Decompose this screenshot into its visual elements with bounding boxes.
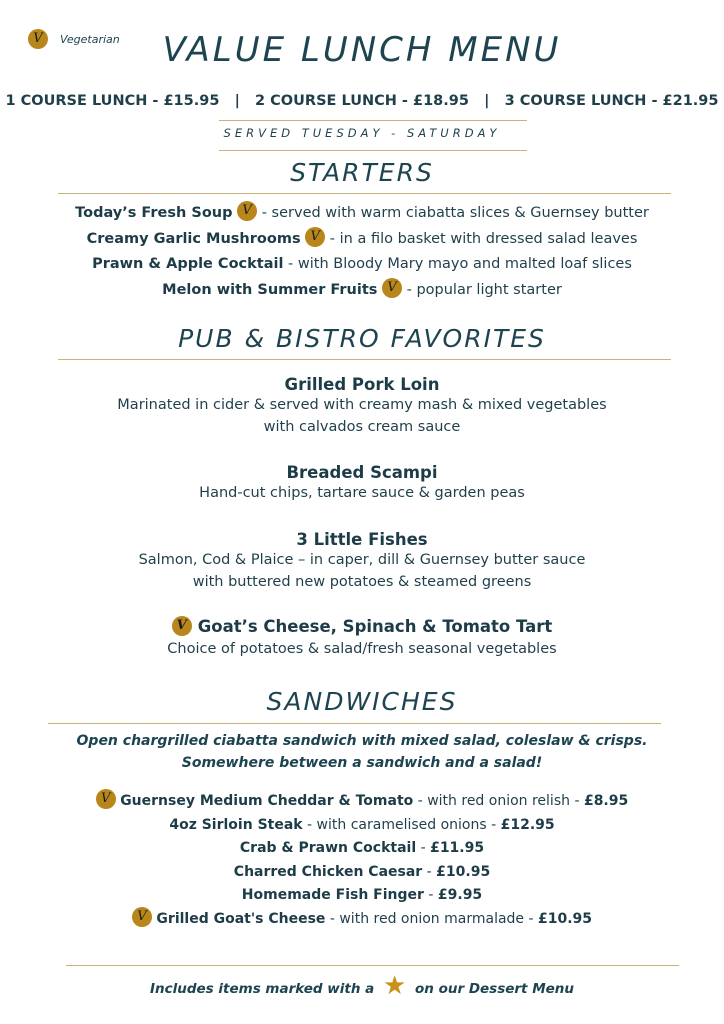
- served-days: SERVED TUESDAY - SATURDAY: [223, 126, 501, 140]
- dish-desc-line: with buttered new potatoes & steamed greens: [192, 574, 532, 590]
- intro-line: Somewhere between a sandwich and a salad!: [181, 755, 543, 771]
- sandwich-price: £8.95: [583, 793, 629, 809]
- section-title-sandwiches: SANDWICHES: [266, 687, 458, 716]
- starter-desc: - in a filo basket with dressed salad leaves: [329, 230, 638, 247]
- starter-name: Today’s Fresh Soup: [75, 205, 233, 221]
- dish-desc-line: Marinated in cider & served with creamy mash & mixed vegetables: [117, 397, 607, 413]
- vegetarian-badge-icon: V: [96, 789, 116, 809]
- sandwich-item: [0, 908, 724, 932]
- dish-desc-line: Choice of potatoes & salad/fresh seasonal vegetables: [167, 640, 557, 657]
- vegetarian-badge-icon: V: [382, 278, 402, 298]
- vegetarian-badge-icon: V: [132, 907, 152, 927]
- sandwich-name: Grilled Goat's Cheese: [156, 910, 326, 927]
- starter-item: [0, 227, 724, 253]
- sandwich-item: [0, 837, 724, 861]
- vegetarian-badge-icon: V: [28, 29, 48, 49]
- dish-name-row: [0, 617, 724, 638]
- footer-note: [0, 971, 724, 1004]
- course-prices: [0, 93, 724, 109]
- dish-name: Grilled Pork Loin: [284, 375, 440, 394]
- starter-item: [0, 278, 724, 304]
- sandwich-price: £10.95: [538, 910, 593, 927]
- sandwich-name: 4oz Sirloin Steak: [169, 816, 303, 833]
- starter-desc: - with Bloody Mary mayo and malted loaf slices: [288, 256, 632, 272]
- starter-name: Melon with Summer Fruits: [162, 281, 378, 298]
- sandwich-name: Guernsey Medium Cheddar & Tomato: [120, 793, 414, 809]
- sandwich-price: £9.95: [437, 887, 483, 904]
- sandwich-price: £11.95: [430, 840, 485, 857]
- starter-item: [0, 201, 724, 227]
- footer-text-after: on our Dessert Menu: [414, 981, 575, 997]
- served-top-divider: [219, 120, 527, 121]
- sandwich-item: [0, 790, 724, 814]
- footer-text-before: Includes items marked with a: [149, 981, 375, 997]
- vegetarian-badge-icon: V: [172, 616, 192, 636]
- starter-name: Creamy Garlic Mushrooms: [86, 230, 301, 247]
- section-title-starters: STARTERS: [290, 158, 434, 187]
- dish-desc-line: Hand-cut chips, tartare sauce & garden peas: [199, 485, 525, 501]
- sandwich-desc: -: [423, 887, 438, 904]
- favorite-item: [0, 617, 724, 660]
- sandwiches-list: [0, 790, 724, 932]
- served-bottom-divider: [219, 150, 527, 151]
- menu-title: VALUE LUNCH MENU: [162, 30, 562, 70]
- dish-desc-line: Salmon, Cod & Plaice – in caper, dill & Guernsey butter sauce: [138, 552, 586, 568]
- favorite-item: [0, 530, 724, 593]
- starter-item: [0, 252, 724, 278]
- sandwiches-divider: [48, 723, 661, 724]
- sandwich-desc: -: [422, 863, 437, 880]
- sandwich-desc: -: [416, 840, 431, 857]
- vegetarian-badge-icon: V: [305, 227, 325, 247]
- favorites-divider: [58, 359, 671, 360]
- price-separator: |: [484, 93, 490, 109]
- sandwiches-intro: [0, 730, 724, 774]
- starters-divider: [58, 193, 671, 194]
- dish-name: Breaded Scampi: [286, 463, 438, 482]
- legend-label: Vegetarian: [60, 32, 120, 46]
- dish-desc-line: with calvados cream sauce: [263, 419, 461, 435]
- section-title-favorites: PUB & BISTRO FAVORITES: [178, 324, 546, 353]
- sandwich-name: Charred Chicken Caesar: [233, 863, 423, 880]
- sandwich-item: [0, 884, 724, 908]
- sandwich-name: Crab & Prawn Cocktail: [239, 840, 417, 857]
- sandwich-desc: - with red onion marmalade -: [325, 910, 538, 927]
- dish-name: Goat’s Cheese, Spinach & Tomato Tart: [197, 617, 553, 636]
- sandwich-name: Homemade Fish Finger: [241, 887, 424, 904]
- starter-desc: - popular light starter: [406, 281, 562, 298]
- starter-name: Prawn & Apple Cocktail: [92, 256, 284, 272]
- star-icon: ★: [382, 971, 407, 1001]
- starters-list: [0, 201, 724, 303]
- starter-desc: - served with warm ciabatta slices & Guernsey butter: [261, 205, 649, 221]
- price-3-course: 3 COURSE LUNCH - £21.95: [504, 93, 719, 109]
- sandwich-price: £10.95: [436, 863, 491, 880]
- price-2-course: 2 COURSE LUNCH - £18.95: [255, 93, 469, 109]
- sandwich-item: [0, 861, 724, 885]
- price-separator: |: [234, 93, 240, 109]
- sandwich-price: £12.95: [500, 816, 555, 833]
- dish-name: 3 Little Fishes: [296, 530, 428, 549]
- sandwich-item: [0, 814, 724, 838]
- sandwich-desc: - with red onion relish -: [413, 793, 584, 809]
- vegetarian-badge-icon: V: [237, 201, 257, 221]
- footer-divider: [66, 965, 679, 966]
- favorite-item: [0, 375, 724, 438]
- sandwich-desc: - with caramelised onions -: [302, 816, 501, 833]
- price-1-course: 1 COURSE LUNCH - £15.95: [5, 93, 220, 109]
- intro-line: Open chargrilled ciabatta sandwich with mixed salad, coleslaw & crisps.: [76, 733, 648, 749]
- favorite-item: [0, 463, 724, 504]
